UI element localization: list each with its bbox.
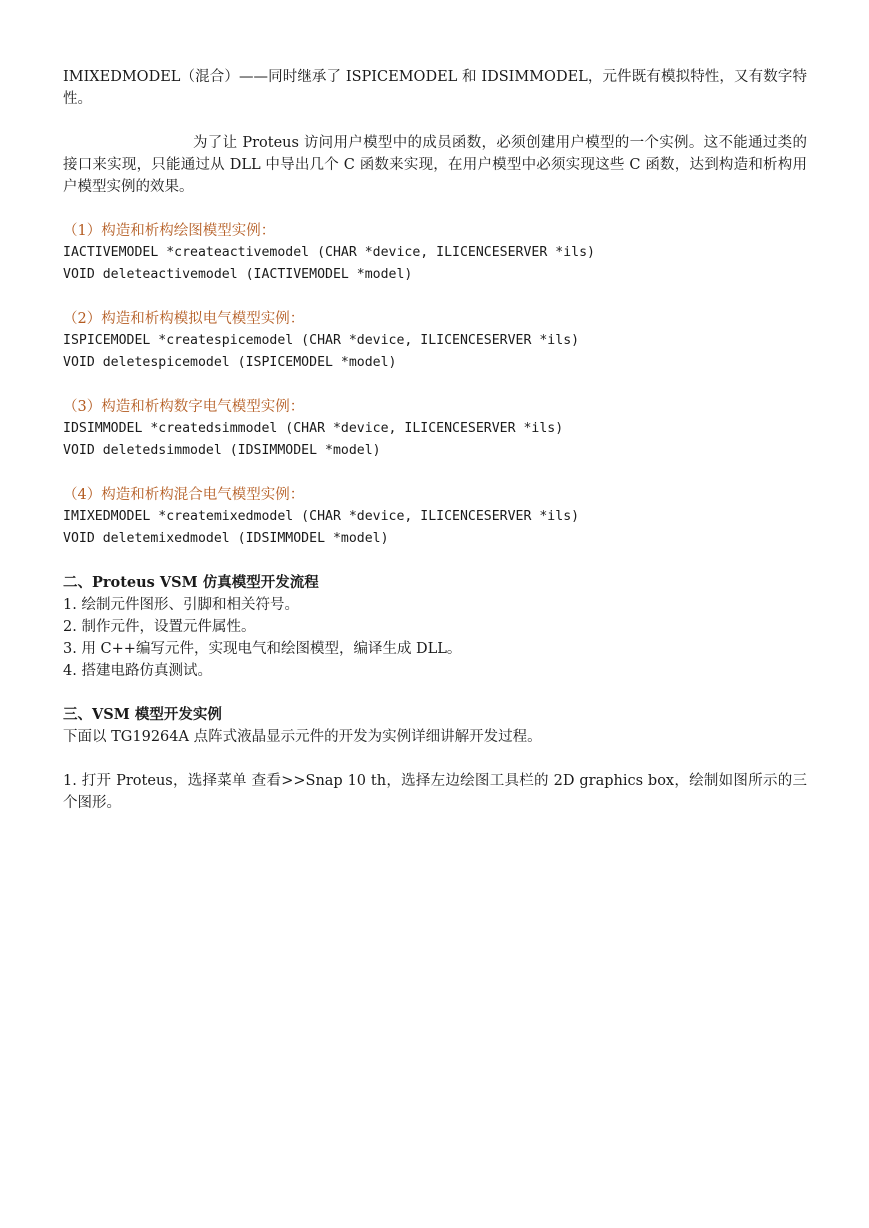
- list-item: 3. 用 C++编写元件，实现电气和绘图模型，编译生成 DLL。: [63, 641, 462, 657]
- section-spice-model: [63, 308, 807, 374]
- instance-paragraph: 为了让 Proteus 访问用户模型中的成员函数，必须创建用户模型的一个实例。这不能通过类的接口来实现，只能通过从 DLL 中导出几个 C 函数来实现，在用户模型中必须实现这些 C 函数，达到构造和析构用户模型实例的效果。: [63, 135, 807, 195]
- code-line: IACTIVEMODEL *createactivemodel (CHAR *device, ILICENCESERVER *ils): [63, 245, 595, 260]
- imixedmodel-paragraph: IMIXEDMODEL（混合）——同时继承了 ISPICEMODEL 和 IDSIMMODEL，元件既有模拟特性，又有数字特性。: [63, 69, 807, 107]
- example-intro: 下面以 TG19264A 点阵式液晶显示元件的开发为实例详细讲解开发过程。: [63, 729, 542, 745]
- code-line: IMIXEDMODEL *createmixedmodel (CHAR *device, ILICENCESERVER *ils): [63, 509, 580, 524]
- code-line: IDSIMMODEL *createdsimmodel (CHAR *device, ILICENCESERVER *ils): [63, 421, 564, 436]
- section-title: （4）构造和析构混合电气模型实例：: [63, 487, 305, 503]
- code-line: VOID deletedsimmodel (IDSIMMODEL *model): [63, 443, 381, 458]
- section-title: （2）构造和析构模拟电气模型实例：: [63, 311, 305, 327]
- list-item: 1. 绘制元件图形、引脚和相关符号。: [63, 597, 299, 613]
- code-line: VOID deleteactivemodel (IACTIVEMODEL *model): [63, 267, 413, 282]
- section-mixed-model: [63, 484, 807, 550]
- code-line: VOID deletespicemodel (ISPICEMODEL *model): [63, 355, 397, 370]
- section-active-model: [63, 220, 807, 286]
- document-body: [63, 66, 807, 814]
- example-step-1: 1. 打开 Proteus，选择菜单 查看>>Snap 10 th，选择左边绘图工具栏的 2D graphics box，绘制如图所示的三个图形。: [63, 773, 807, 811]
- section-title: （1）构造和析构绘图模型实例：: [63, 223, 276, 239]
- list-item: 4. 搭建电路仿真测试。: [63, 663, 212, 679]
- heading-dev-example: 三、VSM 模型开发实例: [63, 706, 222, 723]
- heading-dev-flow: 二、Proteus VSM 仿真模型开发流程: [63, 574, 319, 591]
- code-line: ISPICEMODEL *createspicemodel (CHAR *device, ILICENCESERVER *ils): [63, 333, 580, 348]
- code-line: VOID deletemixedmodel (IDSIMMODEL *model): [63, 531, 389, 546]
- section-dsim-model: [63, 396, 807, 462]
- section-title: （3）构造和析构数字电气模型实例：: [63, 399, 305, 415]
- list-item: 2. 制作元件，设置元件属性。: [63, 619, 256, 635]
